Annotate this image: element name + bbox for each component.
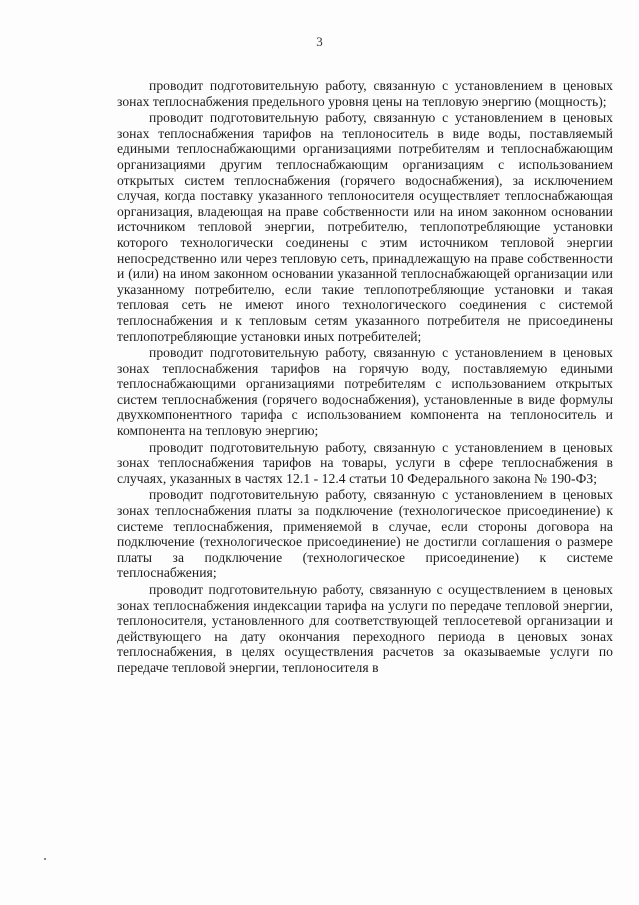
paragraph-2: проводит подготовительную работу, связанную с установлением в ценовых зонах теплоснабжения тарифов на теплоноситель в виде воды, поставляемый едиными теплоснабжающими организациями потребителям и теплоснабжающим организациями другим теплоснабжающим организациям с использованием открытых систем теплоснабжения (горячего водоснабжения), за исключением случая, когда поставку указанного теплоносителя осуществляет теплоснабжающая организация, владеющая на праве собственности или на ином законном основании источником тепловой энергии, потребителю, теплопотребляющие установки которого технологически соединены с этим источником тепловой энергии непосредственно или через тепловую сеть, принадлежащую на праве собственности и (или) на ином законном основании указанной теплоснабжающей организации или указанному потребителю, если такие теплопотребляющие установки и такая тепловая сеть не имеют иного технологического соединения с системой теплоснабжения и к тепловым сетям указанного потребителя не присоединены теплопотребляющие установки иных потребителей; xyxy=(117,110,613,344)
paragraph-1: проводит подготовительную работу, связанную с установлением в ценовых зонах теплоснабжения предельного уровня цены на тепловую энергию (мощность); xyxy=(117,78,613,109)
paragraph-3: проводит подготовительную работу, связанную с установлением в ценовых зонах теплоснабжения тарифов на горячую воду, поставляемую едиными теплоснабжающими организациями потребителям с использованием открытых систем теплоснабжения (горячего водоснабжения), установленные в виде формулы двухкомпонентного тарифа с использованием компонента на теплоноситель и компонента на тепловую энергию; xyxy=(117,345,613,439)
paragraph-6: проводит подготовительную работу, связанную с осуществлением в ценовых зонах теплоснабжения индексации тарифа на услуги по передаче тепловой энергии, теплоносителя, установленного для соответствующей теплосетевой организации и действующего на дату окончания переходного периода в ценовых зонах теплоснабжения, в целях осуществления расчетов за оказываемые услуги по передаче тепловой энергии, теплоносителя в xyxy=(117,582,613,675)
scan-speck xyxy=(44,858,46,860)
page-number: 3 xyxy=(316,34,323,49)
paragraph-5: проводит подготовительную работу, связанную с установлением в ценовых зонах теплоснабжения платы за подключение (технологическое присоединение) к системе теплоснабжения, применяемой в случае, если стороны договора на подключение (технологическое присоединение) не достигли соглашения о размере платы за подключение (технологическое присоединение) к системе теплоснабжения; xyxy=(117,487,613,581)
body-text xyxy=(117,78,613,677)
paragraph-4: проводит подготовительную работу, связанную с установлением в ценовых зонах теплоснабжения тарифов на товары, услуги в сфере теплоснабжения в случаях, указанных в частях 12.1 - 12.4 статьи 10 Федерального закона № 190-ФЗ; xyxy=(117,439,613,486)
